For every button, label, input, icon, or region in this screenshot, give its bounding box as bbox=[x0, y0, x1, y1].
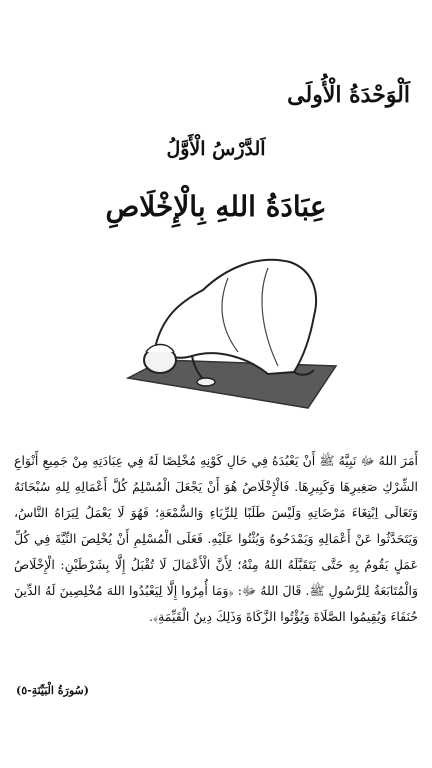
praying-man-icon bbox=[156, 260, 316, 374]
prostration-illustration bbox=[108, 248, 338, 418]
main-title: عِبَادَةُ اللهِ بِالْإِخْلَاصِ bbox=[105, 190, 327, 223]
unit-title: اَلْوَحْدَةُ الْأُولَى bbox=[287, 82, 410, 108]
lesson-body-text: أَمَرَ اللهُ ﷻ نَبِيَّهُ ﷺ أَنْ يَعْبُدَهُ فِي حَالِ كَوْنِهِ مُخْلِصًا لَهُ فِي عِبَادَتِهِ مِنْ جَمِيعِ أَنْوَاعِ الشِّرْكِ صَغِيرِهَا وَكَبِيرِهَا. فَالْإِخْلَاصُ هُوَ أَنْ يَجْعَلَ الْمُسْلِمُ كُلَّ أَعْمَالِهِ لِلهِ سُبْحَانَهُ وَتَعَالَى اِبْتِغَاءَ مَرْضَاتِهِ وَلَيْسَ طَلَبًا لِلرِّيَاءِ وَالسُّمْعَةِ؛ فَهُوَ لَا يَعْمَلُ لِيَرَاهُ النَّاسُ، وَيَتَحَدَّثُوا عَنْ أَعْمَالِهِ وَيَمْدَحُوهُ وَيُثْنُوا عَلَيْهِ. فَعَلَى الْمُسْلِمِ أَنْ يُخْلِصَ النِّيَّةَ فِي كُلِّ عَمَلٍ يَقُومُ بِهِ حَتَّى يَتَقَبَّلَهُ اللهُ مِنْهُ؛ لِأَنَّ الْأَعْمَالَ لَا تُقْبَلُ إِلَّا بِشَرْطَيْنِ: الْإِخْلَاصُ وَالْمُتَابَعَةُ لِلرَّسُولِ ﷺ. قَالَ اللهُ ﷻ: ﴿وَمَا أُمِرُوا إِلَّا لِيَعْبُدُوا اللهَ مُخْلِصِينَ لَهُ الدِّينَ حُنَفَاءَ وَيُقِيمُوا الصَّلَاةَ وَيُؤْتُوا الزَّكَاةَ وَذَلِكَ دِينُ الْقَيِّمَةِ﴾. bbox=[14, 453, 418, 624]
surah-reference: (سُورَةُ الْبَيِّنَةِ-٥) bbox=[16, 684, 89, 697]
lesson-title: اَلدَّرْسُ الْأَوَّلُ bbox=[166, 138, 266, 160]
